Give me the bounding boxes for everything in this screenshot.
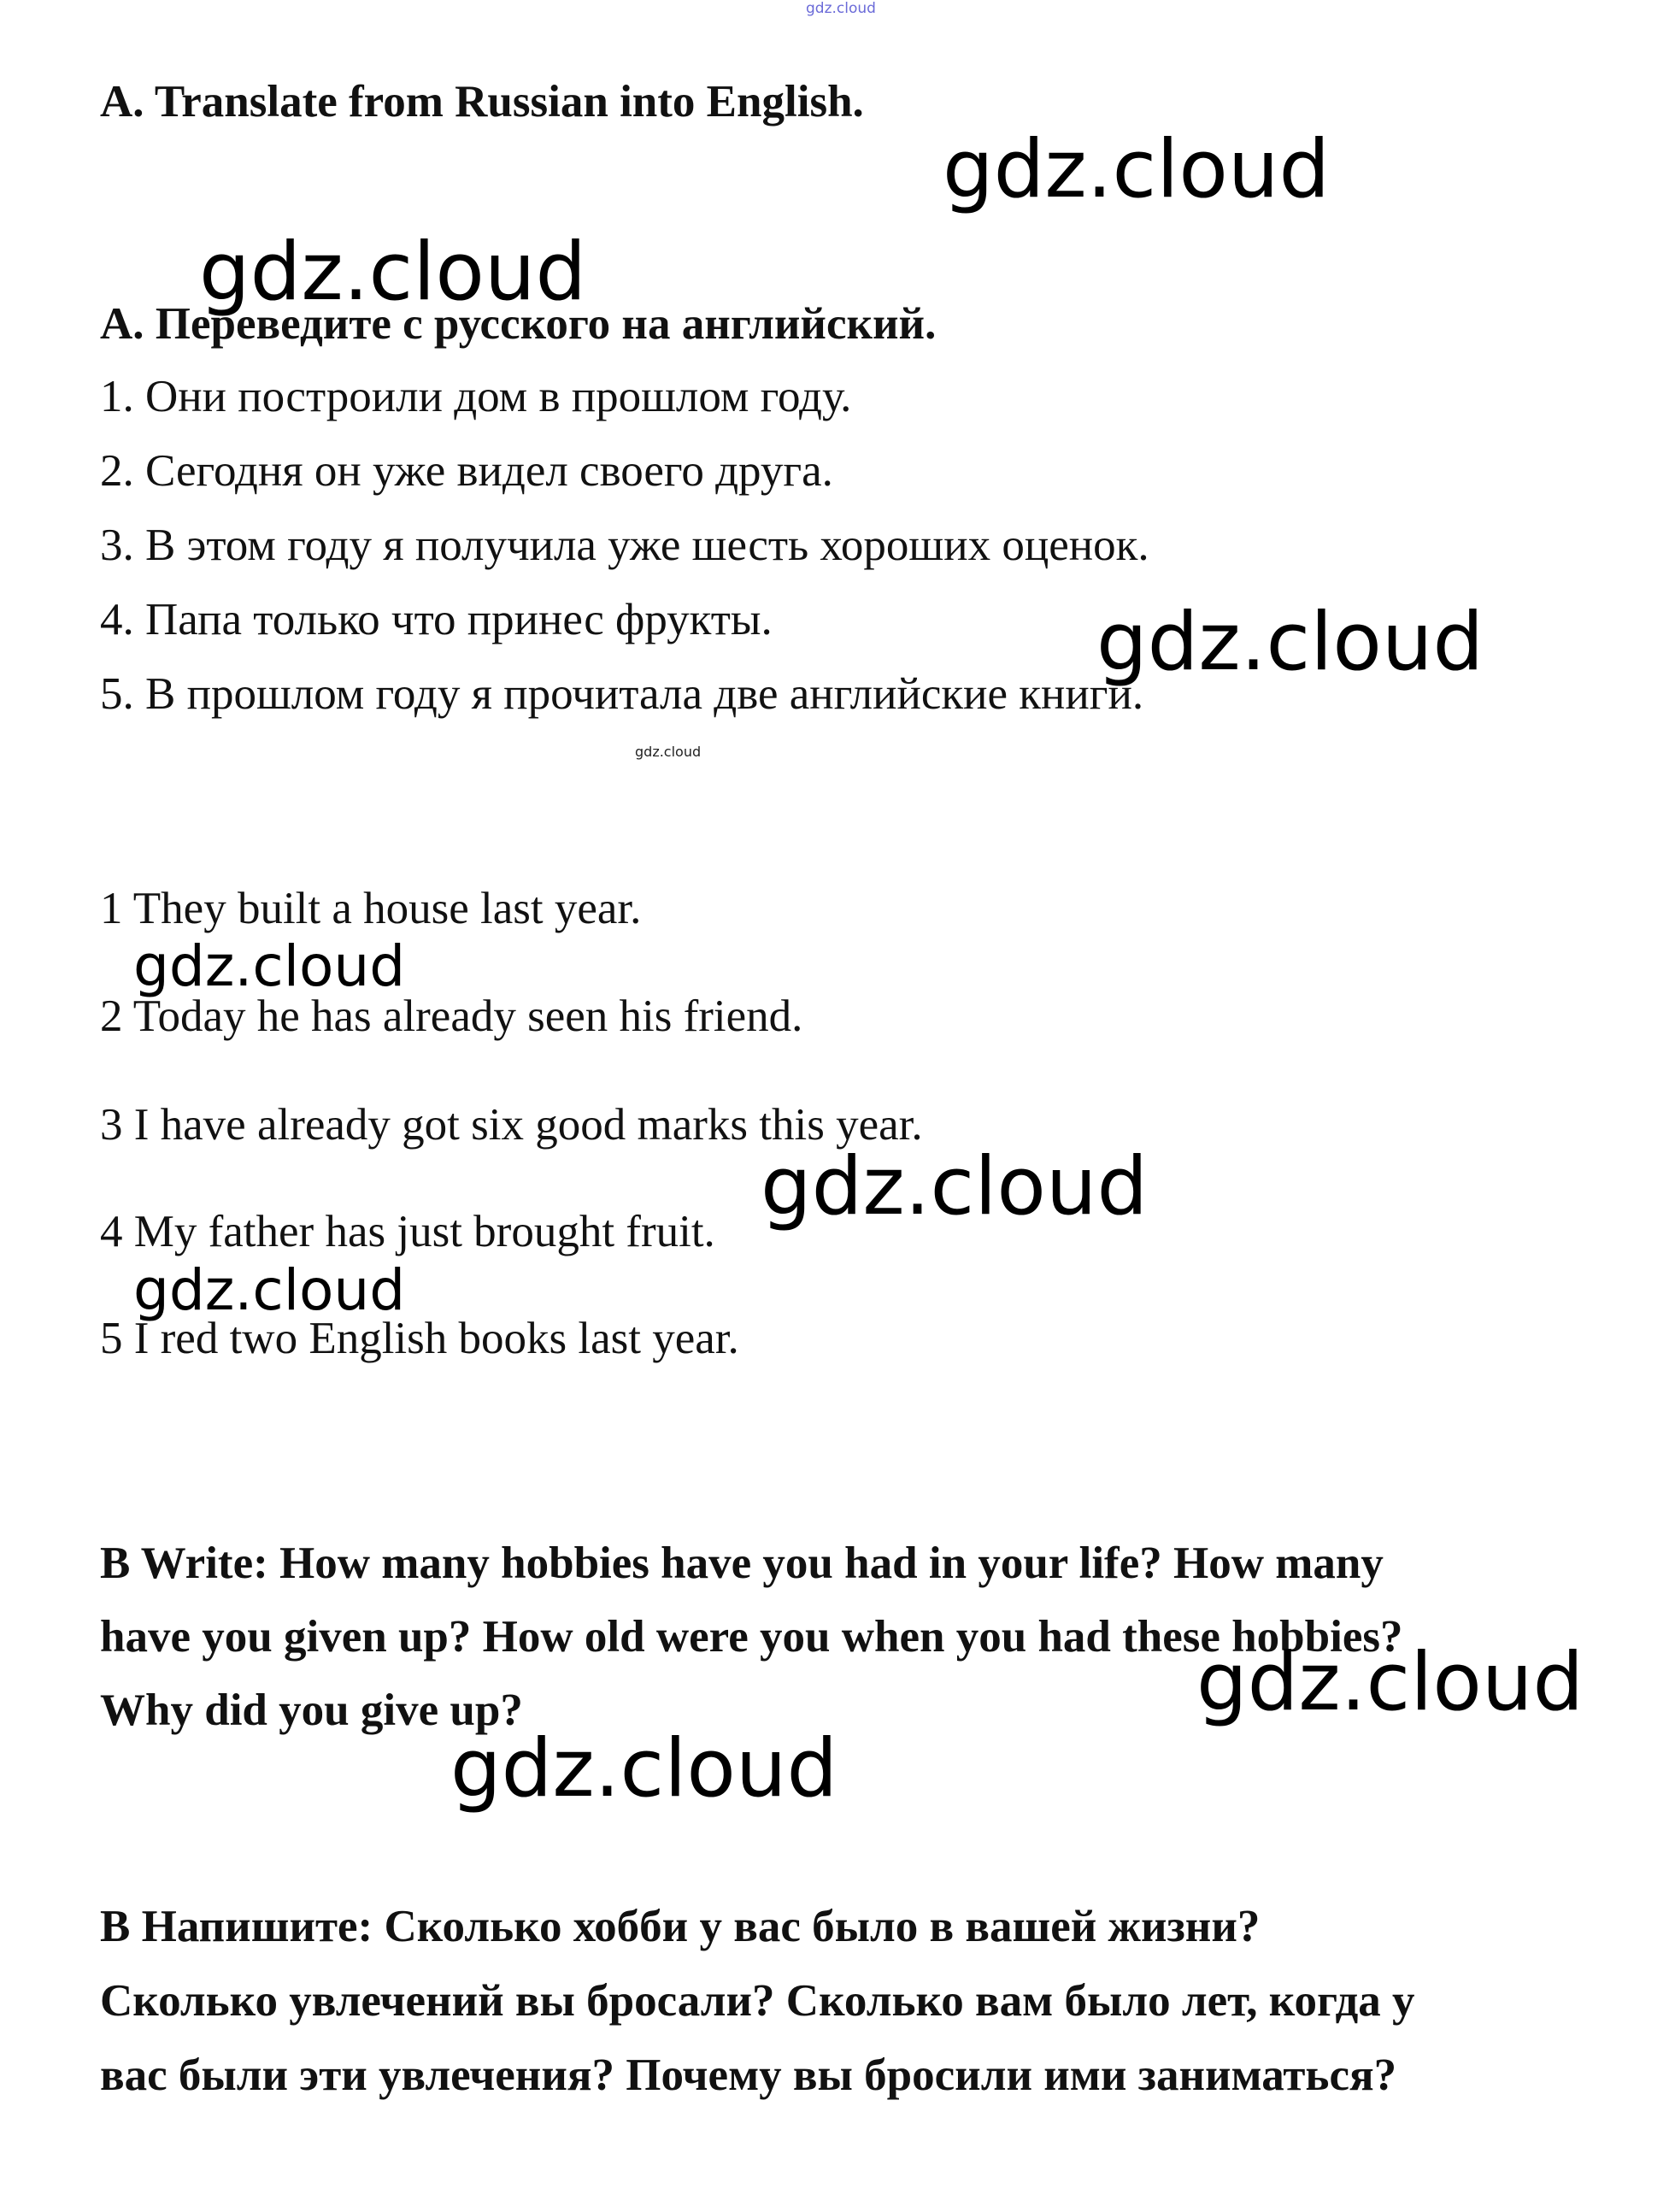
- sentence-ru-4: 4. Папа только что принес фрукты.: [100, 595, 773, 644]
- sentence-ru-5: 5. В прошлом году я прочитала две английские книги.: [100, 669, 1144, 719]
- watermark: gdz.cloud: [761, 1140, 1149, 1233]
- section-b-title-ru-line-2: Сколько увлечений вы бросали? Сколько вам было лет, когда у: [100, 1976, 1415, 2026]
- section-b-title-en-line-3: Why did you give up?: [100, 1685, 523, 1735]
- section-a-title-ru: A. Переведите с русского на английский.: [100, 299, 937, 349]
- watermark: gdz.cloud: [133, 933, 406, 999]
- watermark-small: gdz.cloud: [635, 744, 702, 760]
- watermark: gdz.cloud: [1096, 596, 1484, 689]
- answer-en-5: 5 I red two English books last year.: [100, 1314, 739, 1363]
- watermark: gdz.cloud: [199, 226, 587, 319]
- watermark: gdz.cloud: [133, 1257, 406, 1323]
- watermark: gdz.cloud: [1196, 1636, 1584, 1729]
- sentence-ru-1: 1. Они построили дом в прошлом году.: [100, 372, 852, 421]
- section-b-title-ru-line-1: B Напишите: Сколько хобби у вас было в вашей жизни?: [100, 1902, 1261, 1951]
- answer-en-2: 2 Today he has already seen his friend.: [100, 991, 803, 1041]
- section-a-title-en: A. Translate from Russian into English.: [100, 77, 864, 126]
- watermark: gdz.cloud: [450, 1722, 838, 1815]
- sentence-ru-3: 3. В этом году я получила уже шесть хороших оценок.: [100, 521, 1149, 570]
- answer-en-4: 4 My father has just brought fruit.: [100, 1207, 715, 1256]
- answer-en-3: 3 I have already got six good marks this year.: [100, 1100, 923, 1150]
- watermark: gdz.cloud: [943, 123, 1331, 216]
- section-b-title-en-line-1: B Write: How many hobbies have you had in your life? How many: [100, 1538, 1384, 1588]
- sentence-ru-2: 2. Сегодня он уже видел своего друга.: [100, 446, 833, 496]
- section-b-title-en-line-2: have you given up? How old were you when you had these hobbies?: [100, 1612, 1403, 1662]
- watermark-top: gdz.cloud: [806, 0, 876, 17]
- section-b-title-ru-line-3: вас были эти увлечения? Почему вы бросили ими заниматься?: [100, 2050, 1397, 2100]
- answer-en-1: 1 They built a house last year.: [100, 884, 642, 933]
